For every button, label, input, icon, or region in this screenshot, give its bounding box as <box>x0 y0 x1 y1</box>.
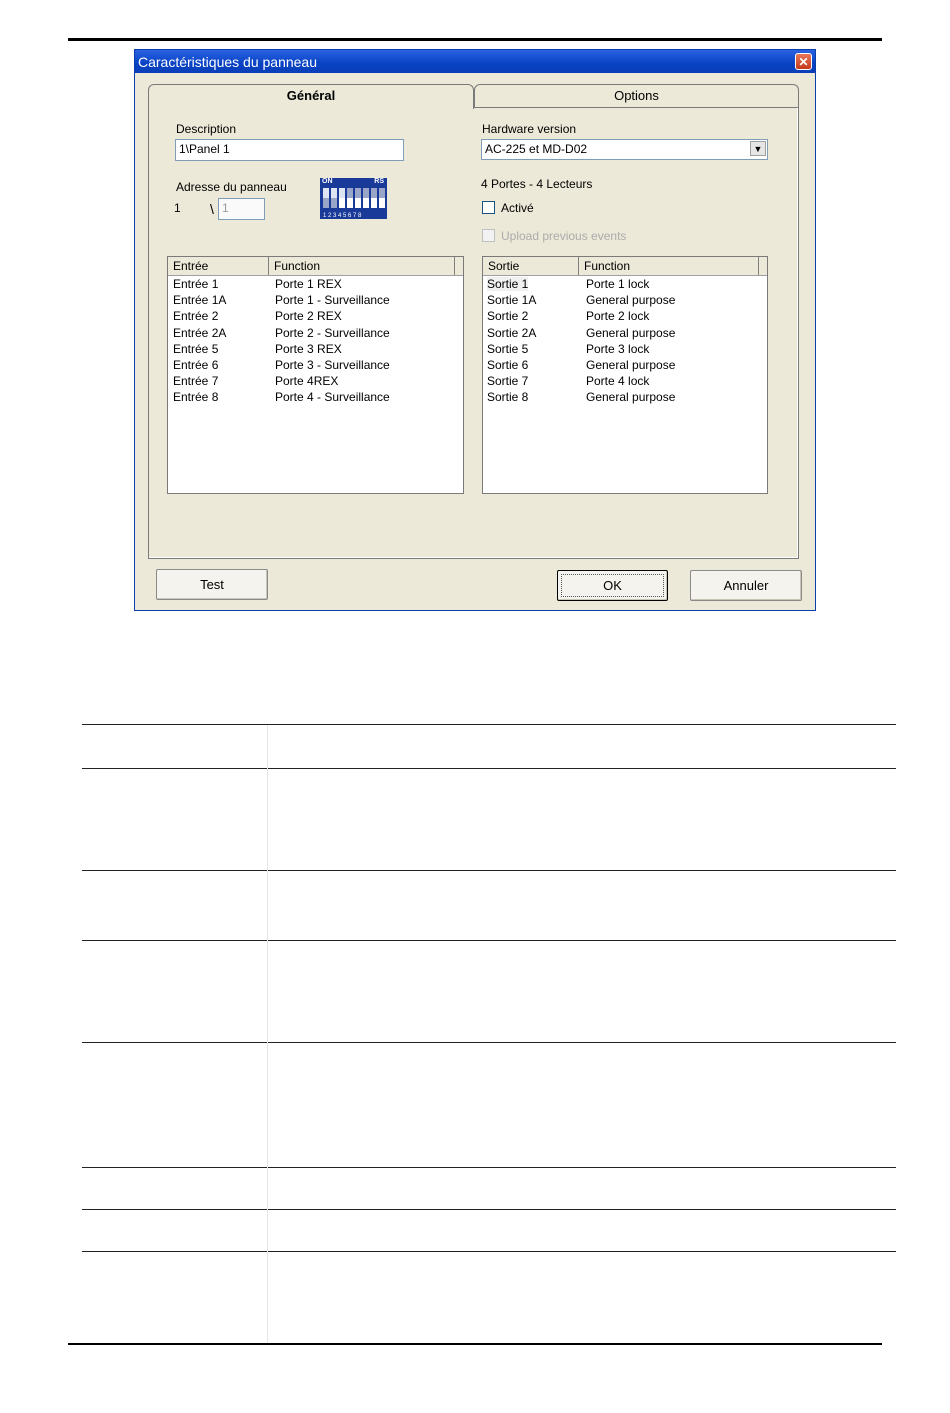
outputs-list-rows <box>483 277 767 407</box>
list-item-name: Entrée 2A <box>173 325 227 340</box>
dip-numbers: 1 2 3 4 5 6 7 8 <box>323 213 362 219</box>
dip-switch-icon <box>320 178 387 219</box>
tab-general[interactable]: Général <box>148 84 474 109</box>
list-item-name: Sortie 5 <box>487 341 529 356</box>
list-item-name: Sortie 1 <box>487 277 529 291</box>
table-column-divider <box>267 725 268 1345</box>
panel-properties-dialog <box>134 49 816 611</box>
list-item-function: General purpose <box>586 357 676 372</box>
description-label: Description <box>176 122 237 136</box>
column-header-entree[interactable]: Entrée <box>168 257 269 275</box>
table-rule <box>82 1251 896 1252</box>
list-item-function: Porte 1 REX <box>275 277 342 291</box>
title-bar[interactable] <box>135 50 815 73</box>
list-item[interactable] <box>483 326 767 342</box>
dialog-title: Caractéristiques du panneau <box>138 54 318 70</box>
active-label: Activé <box>501 201 534 215</box>
table-rule <box>82 724 896 725</box>
column-header-sortie[interactable]: Sortie <box>483 257 579 275</box>
test-button[interactable]: Test <box>156 569 268 600</box>
dip-rs-label: RS <box>374 178 384 185</box>
address-label: Adresse du panneau <box>176 180 287 194</box>
outputs-list-header <box>483 257 767 276</box>
list-item-name: Sortie 8 <box>487 390 529 405</box>
list-item[interactable] <box>483 374 767 390</box>
address-field[interactable]: 1 <box>218 198 265 220</box>
list-item-function: Porte 2 - Surveillance <box>275 325 390 340</box>
inputs-list[interactable] <box>167 256 464 494</box>
list-item[interactable] <box>168 277 463 293</box>
list-item-function: Porte 3 REX <box>275 341 342 356</box>
table-rule <box>82 1042 896 1043</box>
inputs-list-rows <box>168 277 463 407</box>
list-item-function: General purpose <box>586 390 676 405</box>
list-item-name: Sortie 7 <box>487 374 529 389</box>
list-item[interactable] <box>483 293 767 309</box>
column-header-function[interactable]: Function <box>579 257 759 275</box>
list-item-name: Entrée 1 <box>173 277 219 291</box>
list-item-name: Sortie 2A <box>487 325 537 340</box>
list-item[interactable] <box>168 293 463 309</box>
dip-on-label: ON <box>322 178 333 185</box>
list-item[interactable] <box>168 358 463 374</box>
ports-readers-text: 4 Portes - 4 Lecteurs <box>481 177 593 191</box>
list-item[interactable] <box>483 358 767 374</box>
tab-options[interactable]: Options <box>474 84 799 108</box>
list-item-function: Porte 4 lock <box>586 374 650 389</box>
list-item[interactable] <box>168 326 463 342</box>
list-item-name: Entrée 7 <box>173 374 219 389</box>
address-prefix: 1 <box>174 201 181 215</box>
list-item-name: Sortie 1A <box>487 293 537 308</box>
list-item-function: Porte 2 lock <box>586 309 650 324</box>
hardware-version-label: Hardware version <box>482 122 577 136</box>
upload-events-checkbox[interactable] <box>482 229 495 242</box>
cancel-button[interactable]: Annuler <box>690 570 802 601</box>
description-field[interactable]: 1\Panel 1 <box>175 139 404 161</box>
list-item[interactable] <box>483 390 767 406</box>
list-item-function: General purpose <box>586 293 676 308</box>
list-item-function: General purpose <box>586 325 676 340</box>
list-item-function: Porte 2 REX <box>275 309 342 324</box>
list-item-name: Entrée 5 <box>173 341 219 356</box>
list-item-name: Sortie 6 <box>487 357 529 372</box>
page-bottom-rule <box>68 1343 882 1345</box>
chevron-down-icon[interactable]: ▼ <box>750 141 766 156</box>
table-rule <box>82 768 896 769</box>
column-header-function[interactable]: Function <box>269 257 455 275</box>
active-checkbox[interactable] <box>482 201 495 214</box>
hardware-version-value: AC-225 et MD-D02 <box>485 142 588 156</box>
list-item-function: Porte 4REX <box>275 374 339 389</box>
list-item[interactable] <box>483 309 767 325</box>
close-button[interactable] <box>795 53 812 70</box>
table-rule <box>82 870 896 871</box>
list-item-function: Porte 3 - Surveillance <box>275 357 390 372</box>
table-rule <box>82 940 896 941</box>
list-item-name: Entrée 8 <box>173 390 219 405</box>
outputs-list[interactable] <box>482 256 768 494</box>
list-item-name: Entrée 2 <box>173 309 219 324</box>
list-item-function: Porte 4 - Surveillance <box>275 390 390 405</box>
list-item[interactable] <box>483 277 767 293</box>
list-item-function: Porte 1 - Surveillance <box>275 293 390 308</box>
upload-events-label: Upload previous events <box>501 229 627 243</box>
hardware-version-select[interactable] <box>481 139 768 160</box>
list-item-function: Porte 3 lock <box>586 341 650 356</box>
list-item[interactable] <box>168 342 463 358</box>
address-separator: \ <box>210 201 214 217</box>
list-item[interactable] <box>168 309 463 325</box>
list-item[interactable] <box>483 342 767 358</box>
list-item[interactable] <box>168 374 463 390</box>
table-rule <box>82 1209 896 1210</box>
ok-button[interactable]: OK <box>557 570 668 601</box>
close-icon: ✕ <box>798 55 809 69</box>
page-top-rule <box>68 38 882 41</box>
list-item-name: Sortie 2 <box>487 309 529 324</box>
list-item-function: Porte 1 lock <box>586 277 650 291</box>
list-item[interactable] <box>168 390 463 406</box>
list-item-name: Entrée 1A <box>173 293 227 308</box>
inputs-list-header <box>168 257 463 276</box>
list-item-name: Entrée 6 <box>173 357 219 372</box>
table-rule <box>82 1167 896 1168</box>
